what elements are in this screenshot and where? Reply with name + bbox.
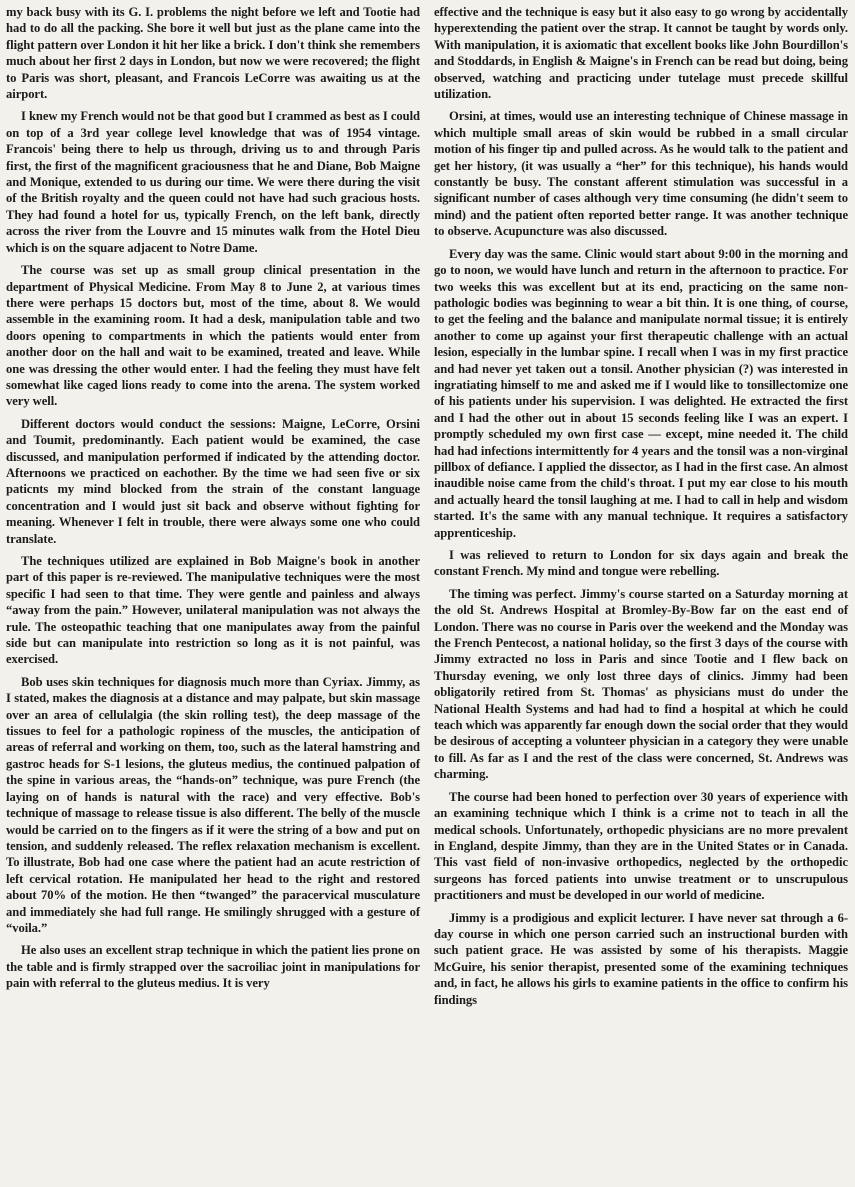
paragraph: Jimmy is a prodigious and explicit lecturer. I have never sat through a 6-day course in which one person carried such an instructional burden with such patient grace. He was assisted by some of his therapists. Maggie McGuire, his senior therapist, presented some of the examining techniques and, in fact, he allows his girls to examine patients in the office to confirm his findings <box>434 910 848 1007</box>
paragraph: Bob uses skin techniques for diagnosis much more than Cyriax. Jimmy, as I stated, makes the diagnosis at a distance and may palpate, but skin massage over an area of cellulalgia (the skin rolling test), the deep massage of the tissues to feel for a pathologic ropiness of the muscles, the anticipation of areas of referral and working on them, too, such as the lateral hamstring and gastroc heads for S-1 lesions, the gluteus medius, the continued palpation of the spine in various areas, the “hands-on” technique, was pure French (the laying on of hands is natural with the race) and very effective. Bob's technique of massage to release tissue is also different. The belly of the muscle would be carried on to the fingers as if it were the string of a bow and put on tension, and suddenly released. The reflex relaxation mechanism is excellent. To illustrate, Bob had one case where the patient had an acute restriction of left cervical rotation. He manipulated her head to the right and restored about 70% of the motion. He then “twanged” the paracervical musculature and immediately she had full range. He smilingly shrugged with a gesture of “voila.” <box>6 674 420 935</box>
paragraph: I knew my French would not be that good but I crammed as best as I could on top of a 3rd year college level knowledge that was of 1954 vintage. Francois' being there to help us through, driving us to and through Paris first, the first of the magnificent graciousness that he and Diane, Bob Maigne and Monique, extended to us during our time. We were there during the visit of the British royalty and the queen could not have had such gracious hosts. They had found a hotel for us, typically French, on the left bank, directly across the river from the Louvre and 15 minutes walk from the Hotel Dieu which is on the square adjacent to Notre Dame. <box>6 109 420 255</box>
paragraph: The course was set up as small group clinical presentation in the department of Physical Medicine. From May 8 to June 2, at various times there were perhaps 15 doctors but, most of the time, about 8. We would assemble in the examining room. It had a desk, manipulation table and two doors opening to compartments in which the patients would enter from another door on the hall and wait to be examined, treated and leave. While one was dressing the other would enter. I had the feeling they must have felt somewhat like caged lions ready to come into the arena. The system worked very well. <box>6 263 420 409</box>
paragraph: Different doctors would conduct the sessions: Maigne, LeCorre, Orsini and Toumit, predominantly. Each patient would be examined, the case discussed, and manipulation performed if indicated by the attending doctor. Afternoons we practiced on eachother. By the time we had seen five or six paticnts my mind blocked from the strain of the constant language concentration and I would just sit back and observe without fighting for meaning. Whenever I felt in trouble, there were always some one who could translate. <box>6 416 420 546</box>
paragraph: The techniques utilized are explained in Bob Maigne's book in another part of this paper is re-reviewed. The manipulative techniques were the most specific I had seen to that time. They were gentle and painless and always “away from the pain.” However, unilateral manipulation was not always the rule. The osteopathic teaching that one manipulates away from the painful side but can manipulate into restriction so long as it is not painful, was exercised. <box>6 554 420 667</box>
paragraph: Orsini, at times, would use an interesting technique of Chinese massage in which multiple small areas of skin would be rubbed in a small circular motion of his finger tip and pulled across. As he would talk to the patient and get her history, (it was usually a “her” for this technique), his hands would constantly be busy. The constant afferent stimulation was successful in a significant number of cases although very time consuming (he didn't seem to mind) and the patient often reported better range. It was another technique to observe. Acupuncture was also discussed. <box>434 109 848 239</box>
paragraph: my back busy with its G. I. problems the night before we left and Tootie had had to do all the packing. She bore it well but just as the plane came into the flight pattern over London it hit her like a brick. I don't think she remembers much about her first 2 days in London, but now we were recovered; the flight to Paris was short, pleasant, and Francois LeCorre was awaiting us at the airport. <box>6 5 420 102</box>
paragraph: He also uses an excellent strap technique in which the patient lies prone on the table and is firmly strapped over the sacroiliac joint in manipulations for pain with referral to the gluteus medius. It is very <box>6 943 420 991</box>
paragraph: The course had been honed to perfection over 30 years of experience with an examining technique which I think is a crime not to teach in all the medical schools. Unfortunately, orthopedic physicians are no more prevalent in England, despite Jimmy, than they are in the United States or in Canada. This vast field of non-invasive orthopedics, neglected by the orthopedic surgeons has forced patients into unwise treatment or to unscrupulous practitioners and must be developed in our world of medicine. <box>434 789 848 903</box>
right-column <box>434 4 848 1187</box>
paragraph: effective and the technique is easy but it also easy to go wrong by accidentally hyperextending the patient over the strap. It cannot be taught by words only. With manipulation, it is axiomatic that excellent books like John Bourdillon's and Stoddards, in English & Maigne's in French can be read but doing, being observed, watching and practicing under tutelage must precede skillful utilization. <box>434 5 848 102</box>
paragraph: I was relieved to return to London for six days again and break the constant French. My mind and tongue were rebelling. <box>434 548 848 579</box>
paragraph: The timing was perfect. Jimmy's course started on a Saturday morning at the old St. Andrews Hospital at Bromley-By-Bow far on the east end of London. There was no course in Paris over the weekend and the Monday was the French Pentecost, a national holiday, so the first 3 days of the course with Jimmy extracted no loss in Paris and since Tootie and I flew back on Thursday evening, we only lost three days of clinics. Jimmy had been obligatorily retired from St. Thomas' as physicians must do under the National Health Systems and had had to find a hospital at which he could teach which was apparently far enough down the social order that they would be desirous of accepting a volunteer physician in a category they were unable to fill. As far as I and the rest of the class were concerned, St. Andrews was charming. <box>434 586 848 782</box>
left-column <box>6 4 420 1187</box>
paragraph: Every day was the same. Clinic would start about 9:00 in the morning and go to noon, we would have lunch and return in the afternoon to practice. For two weeks this was excellent but at its end, practicing on the same non-pathologic bodies was beginning to wear a bit thin. It is one thing, of course, to get the feeling and the balance and manipulate normal tissue; it is entirely another to come up against your first therapeutic challenge with an actual lesion, especially in the lumbar spine. I recall when I was in my first practice and had never yet taken out a tonsil. Another physician (?) was interested in ingratiating himself to me and asked me if I would like to tonsillectomize one of his patients under his supervision. I was delighted. He extracted the first and I had the other out in about 15 seconds feeling like I was an expert. I promptly scheduled my own first case — except, mine needed it. The child had had infections intermittently for 4 years and the tonsil was a non-virginal pillbox of defiance. I applied the dissector, as I had in the first case. An almost inaudible noise came from the child's throat. I put my ear close to his mouth and actually heard the tonsil laughing at me. I had to call in help and wisdom started. It's the same with any manual technique. It requires a satisfactory apprenticeship. <box>434 246 848 540</box>
